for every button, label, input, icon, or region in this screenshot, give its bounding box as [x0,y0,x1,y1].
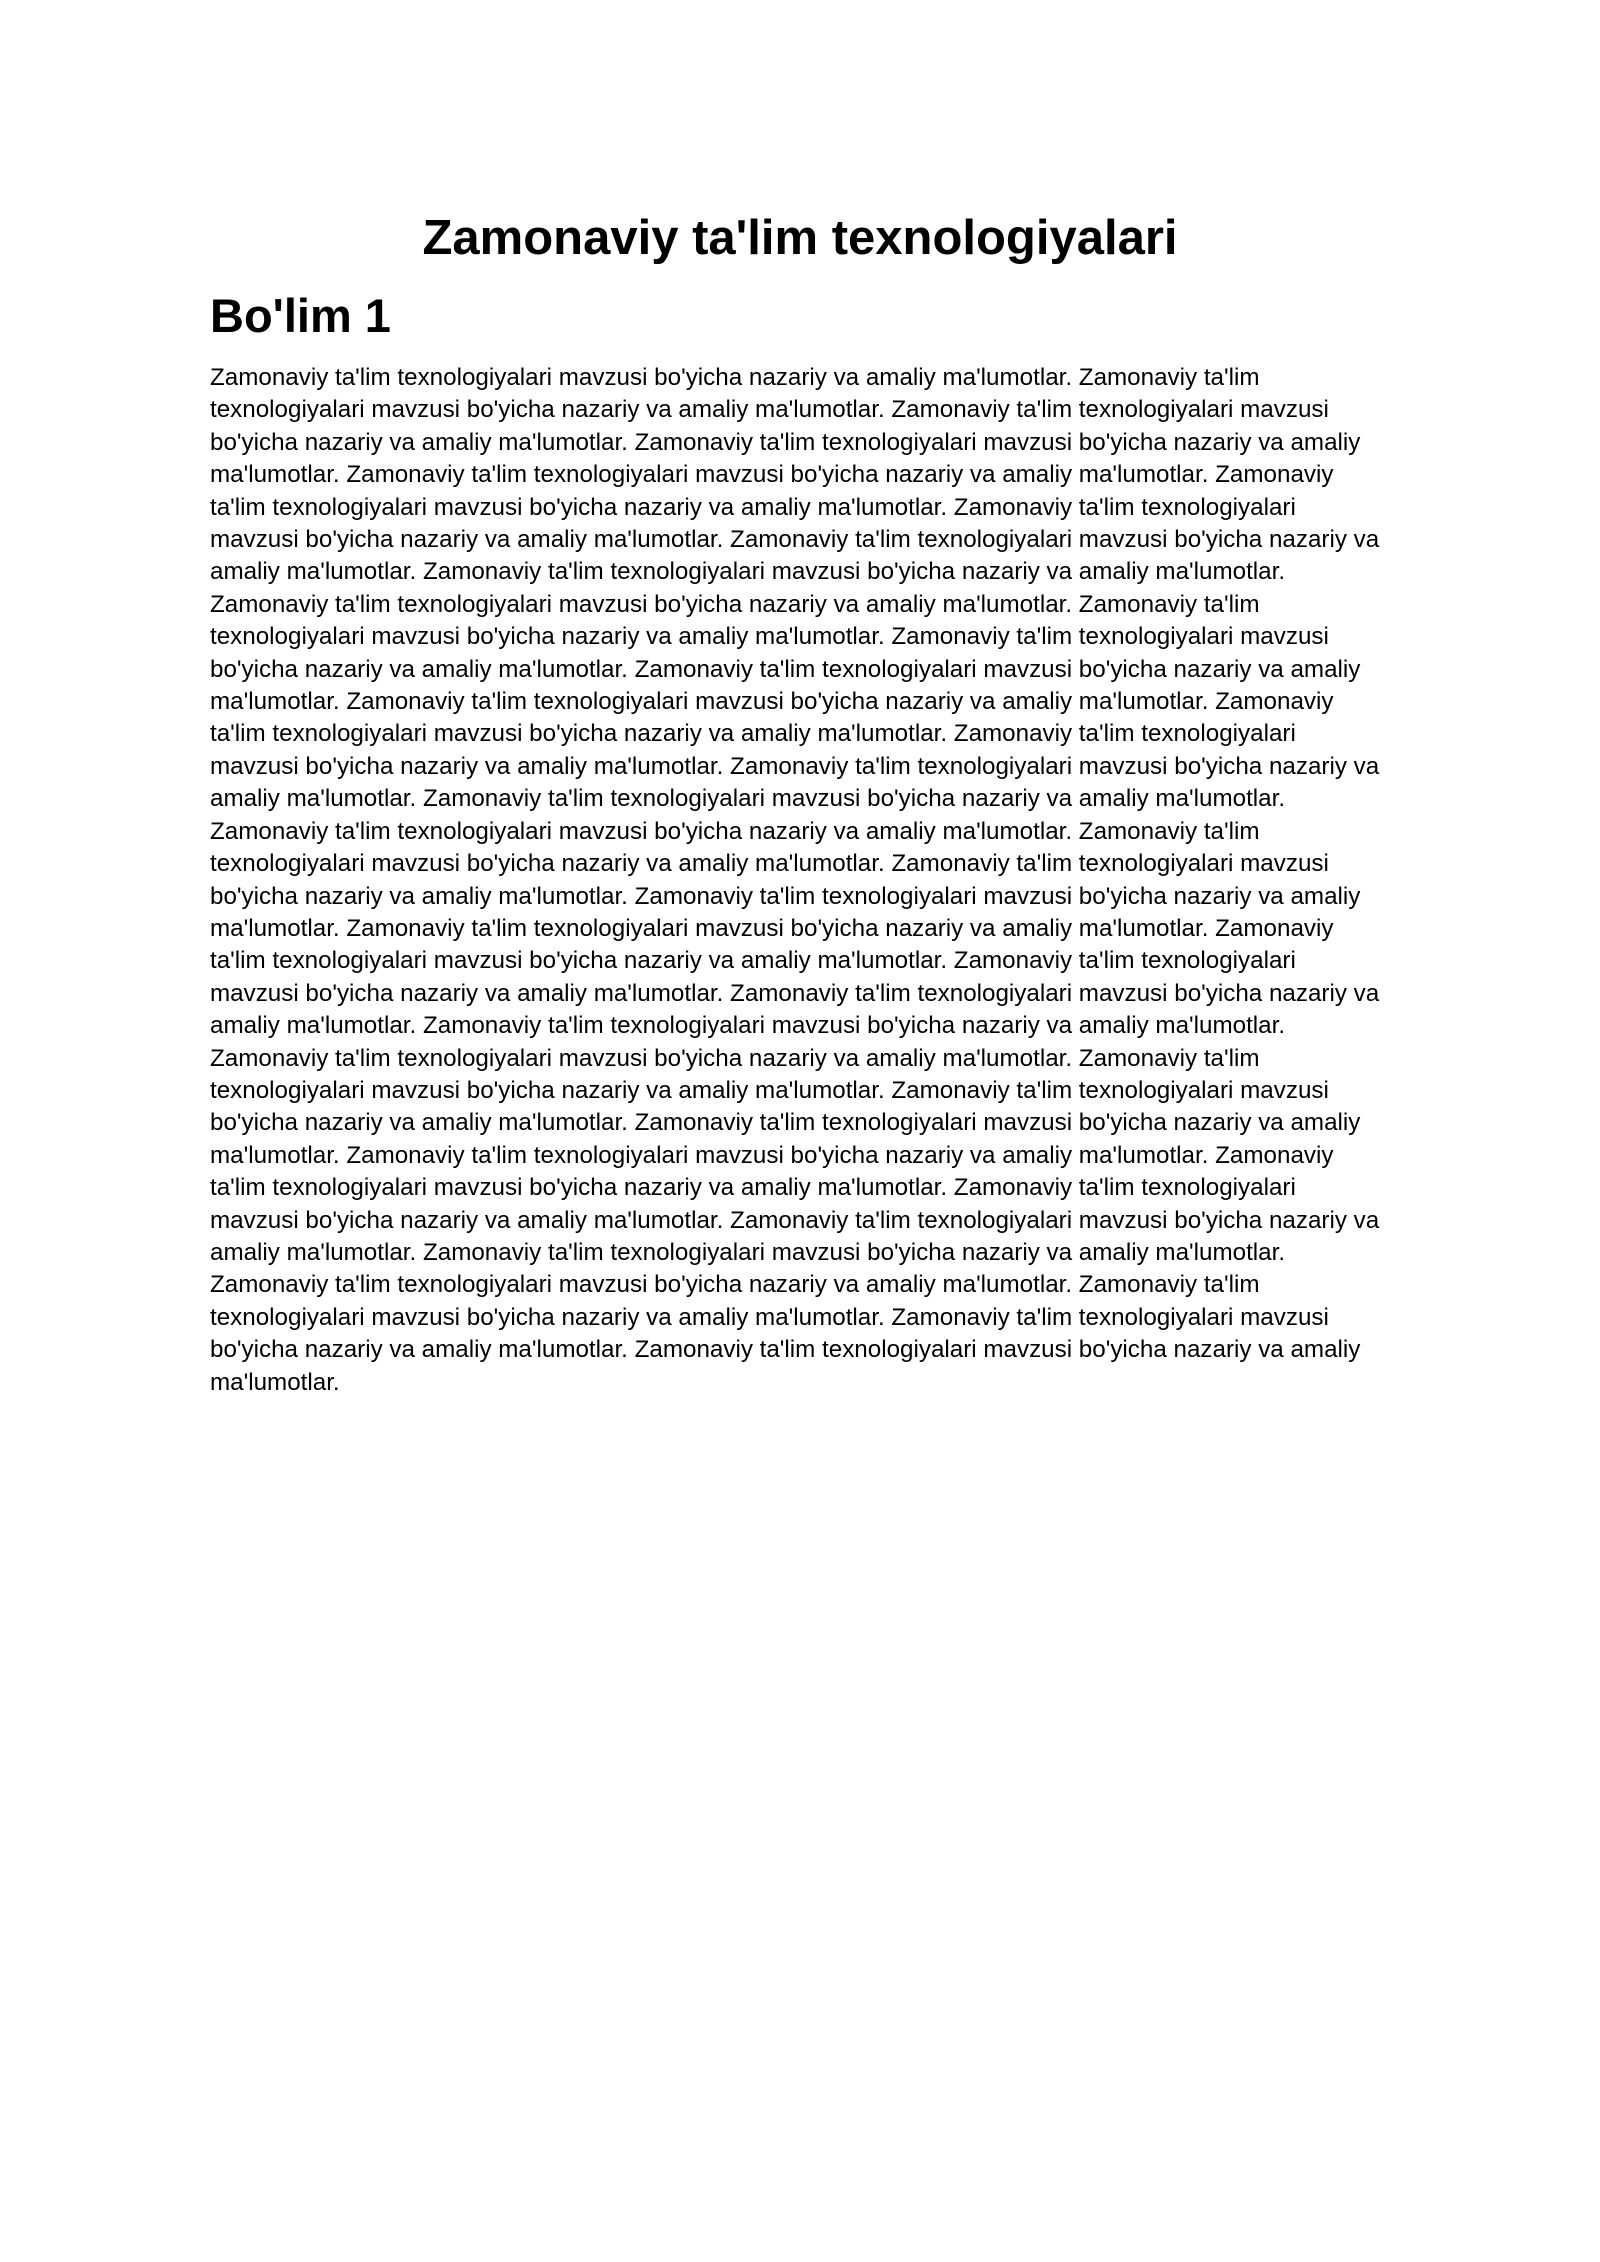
section-heading: Bo'lim 1 [210,289,391,342]
document-title: Zamonaviy ta'lim texnologiyalari [422,211,1178,265]
section-paragraph: Zamonaviy ta'lim texnologiyalari mavzusi bo'yicha nazariy va amaliy ma'lumotlar. Zamonaviy ta'lim texnologiyalari mavzusi bo'yicha nazariy va amaliy ma'lumotlar. Zamonaviy ta'lim texnologiyalari mavzusi bo'yicha nazariy va amaliy ma'lumotlar. Zamonaviy ta'lim texnologiyalari mavzusi bo'yicha nazariy va amaliy ma'lumotlar. Zamonaviy ta'lim texnologiyalari mavzusi bo'yicha nazariy va amaliy ma'lumotlar. Zamonaviy ta'lim texnologiyalari mavzusi bo'yicha nazariy va amaliy ma'lumotlar. Zamonaviy ta'lim texnologiyalari mavzusi bo'yicha nazariy va amaliy ma'lumotlar. Zamonaviy ta'lim texnologiyalari mavzusi bo'yicha nazariy va amaliy ma'lumotlar. Zamonaviy ta'lim texnologiyalari mavzusi bo'yicha nazariy va amaliy ma'lumotlar. Zamonaviy ta'lim texnologiyalari mavzusi bo'yicha nazariy va amaliy ma'lumotlar. Zamonaviy ta'lim texnologiyalari mavzusi bo'yicha nazariy va amaliy ma'lumotlar. Zamonaviy ta'lim texnologiyalari mavzusi bo'yicha nazariy va amaliy ma'lumotlar. Zamonaviy ta'lim texnologiyalari mavzusi bo'yicha nazariy va amaliy ma'lumotlar. Zamonaviy ta'lim texnologiyalari mavzusi bo'yicha nazariy va amaliy ma'lumotlar. Zamonaviy ta'lim texnologiyalari mavzusi bo'yicha nazariy va amaliy ma'lumotlar. Zamonaviy ta'lim texnologiyalari mavzusi bo'yicha nazariy va amaliy ma'lumotlar. Zamonaviy ta'lim texnologiyalari mavzusi bo'yicha nazariy va amaliy ma'lumotlar. Zamonaviy ta'lim texnologiyalari mavzusi bo'yicha nazariy va amaliy ma'lumotlar. Zamonaviy ta'lim texnologiyalari mavzusi bo'yicha nazariy va amaliy ma'lumotlar. Zamonaviy ta'lim texnologiyalari mavzusi bo'yicha nazariy va amaliy ma'lumotlar. Zamonaviy ta'lim texnologiyalari mavzusi bo'yicha nazariy va amaliy ma'lumotlar. Zamonaviy ta'lim texnologiyalari mavzusi bo'yicha nazariy va amaliy ma'lumotlar. Zamonaviy ta'lim texnologiyalari mavzusi bo'yicha nazariy va amaliy ma'lumotlar. Zamonaviy ta'lim texnologiyalari mavzusi bo'yicha nazariy va amaliy ma'lumotlar. Zamonaviy ta'lim texnologiyalari mavzusi bo'yicha nazariy va amaliy ma'lumotlar. Zamonaviy ta'lim texnologiyalari mavzusi bo'yicha nazariy va amaliy ma'lumotlar. Zamonaviy ta'lim texnologiyalari mavzusi bo'yicha nazariy va amaliy ma'lumotlar. Zamonaviy ta'lim texnologiyalari mavzusi bo'yicha nazariy va amaliy ma'lumotlar. Zamonaviy ta'lim texnologiyalari mavzusi bo'yicha nazariy va amaliy ma'lumotlar. Zamonaviy ta'lim texnologiyalari mavzusi bo'yicha nazariy va amaliy ma'lumotlar. Zamonaviy ta'lim texnologiyalari mavzusi bo'yicha nazariy va amaliy ma'lumotlar. Zamonaviy ta'lim texnologiyalari mavzusi bo'yicha nazariy va amaliy ma'lumotlar. Zamonaviy ta'lim texnologiyalari mavzusi bo'yicha nazariy va amaliy ma'lumotlar. Zamonaviy ta'lim texnologiyalari mavzusi bo'yicha nazariy va amaliy ma'lumotlar. Zamonaviy ta'lim texnologiyalari mavzusi bo'yicha nazariy va amaliy ma'lumotlar. Zamonaviy ta'lim texnologiyalari mavzusi bo'yicha nazariy va amaliy ma'lumotlar. Zamonaviy ta'lim texnologiyalari mavzusi bo'yicha nazariy va amaliy ma'lumotlar. Zamonaviy ta'lim texnologiyalari mavzusi bo'yicha nazariy va amaliy ma'lumotlar. Zamonaviy ta'lim texnologiyalari mavzusi bo'yicha nazariy va amaliy ma'lumotlar. Zamonaviy ta'lim texnologiyalari mavzusi bo'yicha nazariy va amaliy ma'lumotlar. [210,364,1380,1396]
